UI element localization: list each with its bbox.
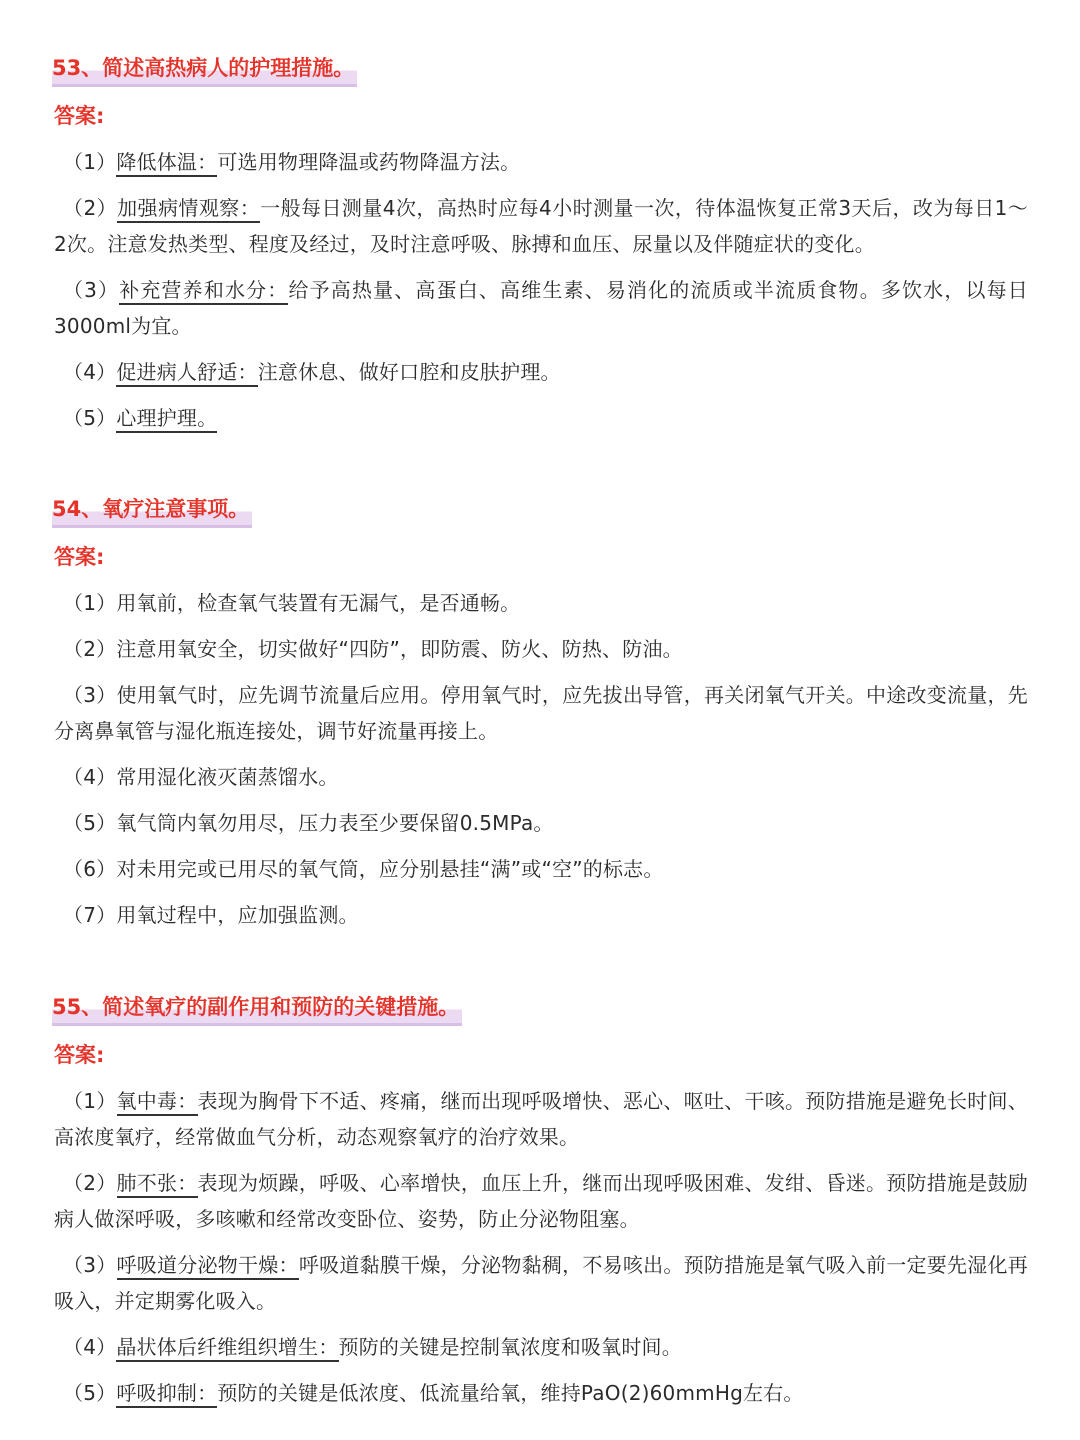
item-text: 可选用物理降温或药物降温方法。 (217, 150, 521, 174)
answer-item (54, 759, 1028, 795)
question-title: 54、氧疗注意事项。 (52, 493, 252, 528)
item-text: 对未用完或已用尽的氧气筒，应分别悬挂“满”或“空”的标志。 (116, 857, 664, 881)
answer-item (54, 585, 1028, 621)
answer-item (54, 400, 1028, 436)
item-key-phrase: 呼吸道分泌物干燥： (117, 1253, 299, 1280)
item-key-phrase: 降低体温： (116, 150, 217, 177)
answer-item (54, 897, 1028, 933)
question-54 (54, 493, 1028, 933)
item-number: （1） (63, 591, 117, 615)
item-number: （4） (63, 360, 117, 384)
answer-item (54, 272, 1028, 344)
item-text: 用氧前，检查氧气装置有无漏气，是否通畅。 (116, 591, 521, 615)
item-key-phrase: 促进病人舒适： (116, 360, 257, 387)
item-number: （1） (63, 150, 117, 174)
answer-item (54, 851, 1028, 887)
question-53 (54, 52, 1028, 436)
question-55 (54, 991, 1028, 1411)
answer-item (54, 1165, 1028, 1237)
item-key-phrase: 呼吸抑制： (116, 1381, 217, 1408)
item-number: （7） (63, 903, 117, 927)
item-text: 一般每日测量4次，高热时应每4小时测量一次，待体温恢复正常3天后，改为每日1～2次。注意发热类型、程度及经过，及时注意呼吸、脉搏和血压、尿量以及伴随症状的变化。 (54, 196, 1029, 256)
item-text: 注意休息、做好口腔和皮肤护理。 (257, 360, 561, 384)
answer-item (54, 144, 1028, 180)
answer-item (54, 1375, 1028, 1411)
answer-item (54, 1083, 1028, 1155)
item-text: 给予高热量、高蛋白、高维生素、易消化的流质或半流质食物。多饮水，以每日3000ml为宜。 (54, 278, 1029, 338)
item-text: 常用湿化液灭菌蒸馏水。 (116, 765, 339, 789)
item-key-phrase: 心理护理。 (116, 406, 217, 433)
answer-label: 答案: (54, 104, 105, 128)
answer-label: 答案: (54, 545, 105, 569)
item-key-phrase: 补充营养和水分： (119, 278, 288, 305)
item-text: 表现为胸骨下不适、疼痛，继而出现呼吸增快、恶心、呕吐、干咳。预防措施是避免长时间、高浓度氧疗，经常做血气分析，动态观察氧疗的治疗效果。 (54, 1089, 1028, 1149)
answer-item (54, 1329, 1028, 1365)
item-key-phrase: 晶状体后纤维组织增生： (116, 1335, 338, 1362)
item-key-phrase: 加强病情观察： (117, 196, 260, 223)
item-number: （2） (63, 1171, 117, 1195)
answer-item (54, 805, 1028, 841)
item-text: 呼吸道黏膜干燥，分泌物黏稠，不易咳出。预防措施是氧气吸入前一定要先湿化再吸入，并定期雾化吸入。 (54, 1253, 1028, 1313)
item-text: 注意用氧安全，切实做好“四防”，即防震、防火、防热、防油。 (116, 637, 683, 661)
answer-item (54, 354, 1028, 390)
item-text: 表现为烦躁，呼吸、心率增快，血压上升，继而出现呼吸困难、发绀、昏迷。预防措施是鼓励病人做深呼吸，多咳嗽和经常改变卧位、姿势，防止分泌物阻塞。 (54, 1171, 1028, 1231)
answer-item (54, 631, 1028, 667)
item-number: （4） (63, 765, 117, 789)
answer-item (54, 190, 1028, 262)
item-text: 使用氧气时，应先调节流量后应用。停用氧气时，应先拔出导管，再关闭氧气开关。中途改变流量，先分离鼻氧管与湿化瓶连接处，调节好流量再接上。 (54, 683, 1029, 743)
item-number: （3） (63, 683, 117, 707)
item-number: （3） (63, 1253, 117, 1277)
question-title: 55、简述氧疗的副作用和预防的关键措施。 (52, 991, 462, 1026)
item-number: （2） (63, 196, 118, 220)
item-key-phrase: 肺不张： (117, 1171, 198, 1198)
item-number: （2） (63, 637, 117, 661)
answer-item (54, 677, 1028, 749)
answer-item (54, 1247, 1028, 1319)
item-number: （5） (63, 811, 117, 835)
item-number: （5） (63, 1381, 117, 1405)
item-number: （3） (63, 278, 120, 302)
answer-label: 答案: (54, 1043, 105, 1067)
item-number: （4） (63, 1335, 117, 1359)
item-text: 预防的关键是低浓度、低流量给氧，维持PaO(2)60mmHg左右。 (217, 1381, 804, 1405)
item-number: （1） (63, 1089, 117, 1113)
item-text: 氧气筒内氧勿用尽，压力表至少要保留0.5MPa。 (116, 811, 554, 835)
item-text: 用氧过程中，应加强监测。 (116, 903, 359, 927)
question-title: 53、简述高热病人的护理措施。 (52, 52, 357, 87)
item-number: （6） (63, 857, 117, 881)
item-text: 预防的关键是控制氧浓度和吸氧时间。 (338, 1335, 682, 1359)
item-key-phrase: 氧中毒： (117, 1089, 198, 1116)
item-number: （5） (63, 406, 117, 430)
